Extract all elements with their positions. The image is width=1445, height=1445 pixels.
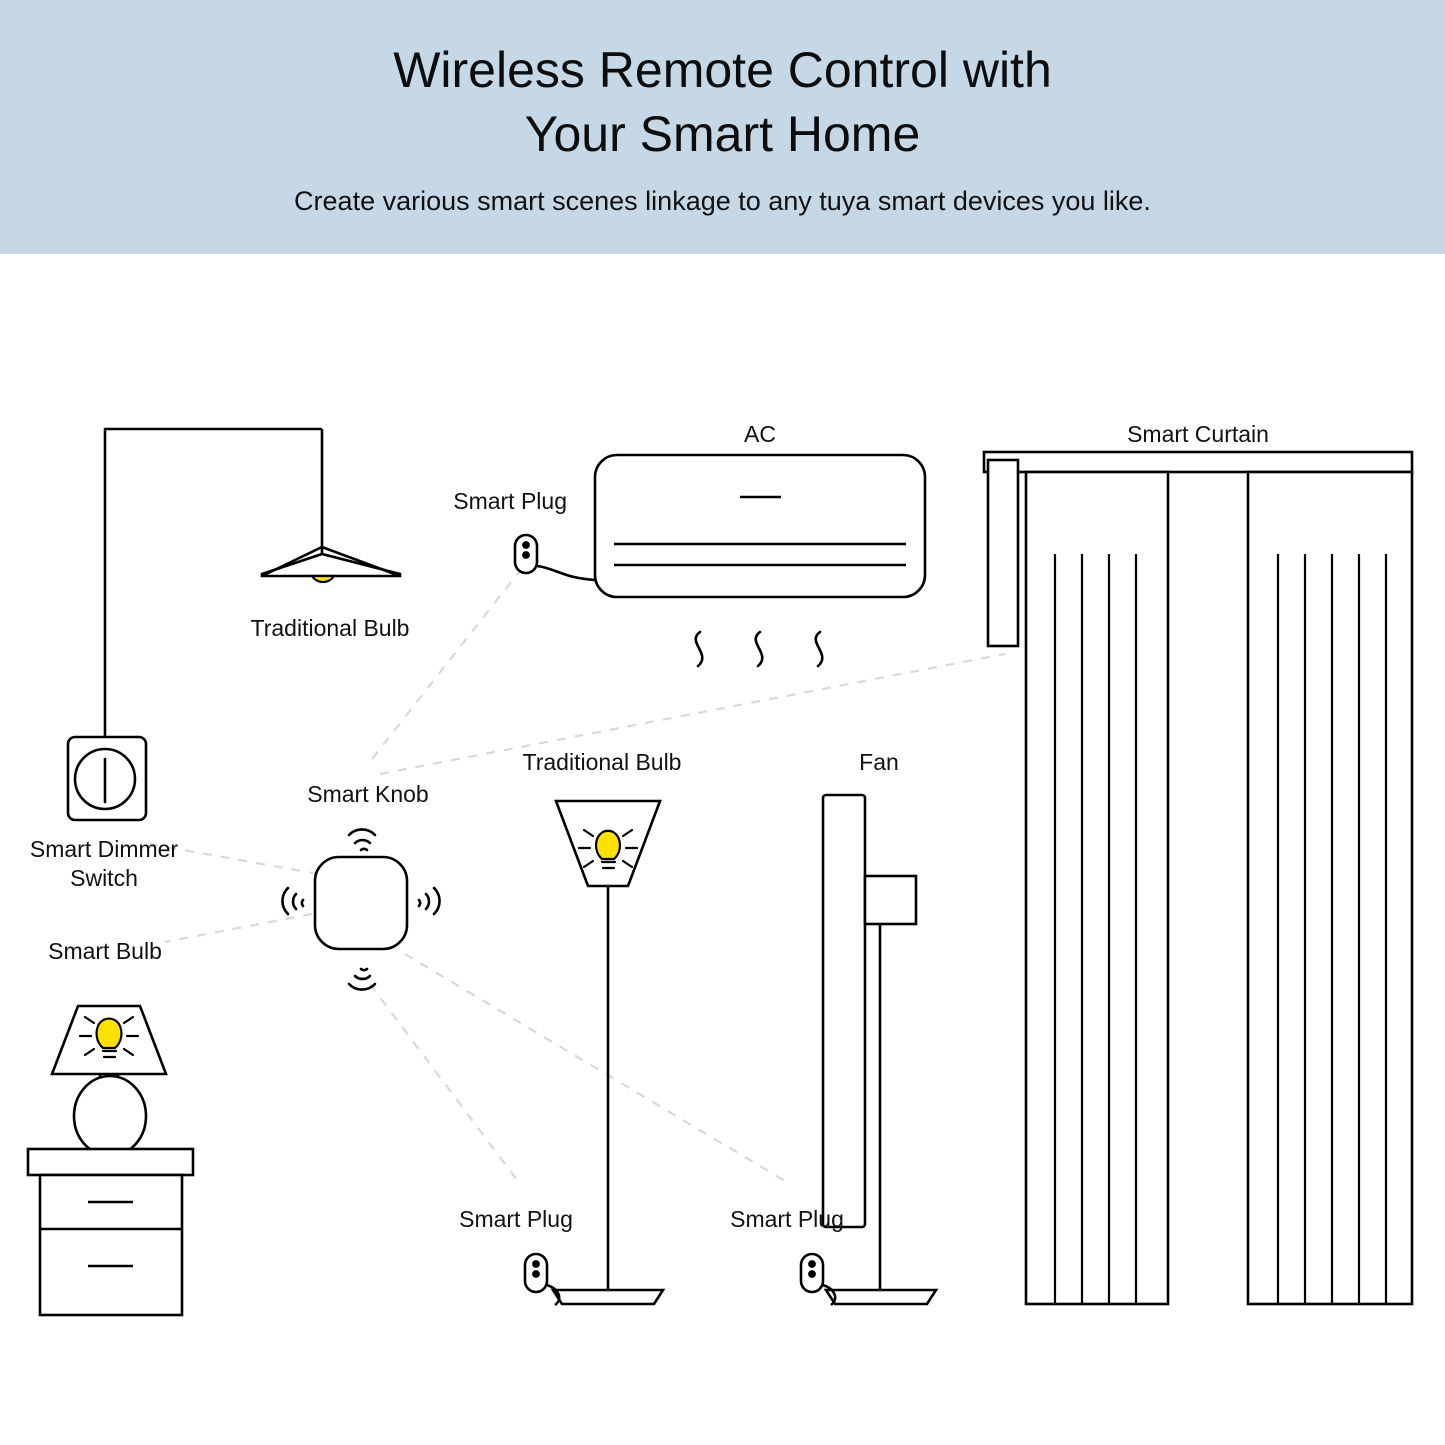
nightstand-top (28, 1149, 193, 1175)
link-knob-to-ac (372, 554, 533, 759)
pendant-bulb (312, 576, 334, 582)
label-smart-plug-ac: Smart Plug (453, 488, 567, 514)
signal-left (282, 888, 303, 914)
plug-pin-ac-1 (523, 542, 528, 547)
fan-base (826, 1290, 936, 1304)
signal-down (349, 969, 375, 990)
ac-body (595, 455, 925, 597)
airflow-3 (816, 632, 823, 666)
page-subtitle: Create various smart scenes linkage to any tuya smart devices you like. (294, 186, 1151, 216)
smart-home-diagram (0, 254, 1445, 1445)
ac-airflow (696, 632, 823, 666)
plug-pin-ac-2 (523, 552, 528, 557)
label-smart-dimmer-switch-line1: Smart Dimmer (29, 836, 179, 862)
curtain-panel-left (1026, 472, 1168, 1304)
plug-cable-ac (537, 566, 595, 580)
label-smart-plug-floorlamp: Smart Plug (459, 1206, 573, 1232)
page-title-line-2: Your Smart Home (524, 106, 921, 162)
nightstand-body (40, 1175, 182, 1315)
label-smart-dimmer-switch-line2: Switch (70, 865, 138, 891)
label-smart-curtain: Smart Curtain (1127, 421, 1269, 447)
link-knob-to-floorlamp-plug (370, 984, 520, 1184)
floor-bulb-glass (596, 831, 620, 859)
label-smart-plug-fan: Smart Plug (730, 1206, 844, 1232)
floor-lamp-base (553, 1290, 663, 1304)
airflow-2 (756, 632, 763, 666)
signal-right (419, 888, 440, 914)
air-conditioner (595, 455, 925, 597)
smart-dimmer-switch (68, 737, 146, 820)
lamp-base (74, 1076, 146, 1156)
label-smart-knob: Smart Knob (307, 781, 429, 807)
pendant-shade-body (262, 547, 400, 576)
traditional-bulb-ceiling (105, 429, 400, 774)
connection-lines (150, 554, 1005, 1184)
page-title (0, 0, 1445, 166)
label-fan: Fan (859, 749, 899, 775)
curtain-rail (984, 452, 1412, 472)
smart-curtain (984, 452, 1412, 1304)
label-smart-bulb: Smart Bulb (48, 938, 162, 964)
curtain-motor (988, 460, 1018, 646)
label-traditional-bulb-ceiling: Traditional Bulb (250, 615, 410, 641)
page-title-line-1: Wireless Remote Control with (393, 42, 1052, 98)
link-knob-to-fan-plug (405, 954, 790, 1184)
label-traditional-bulb-floor: Traditional Bulb (522, 749, 682, 775)
bulb-glass (97, 1019, 122, 1048)
smart-bulb-lamp (28, 1006, 193, 1315)
link-knob-to-smartbulb (165, 914, 312, 942)
link-knob-to-curtain (380, 654, 1005, 774)
label-ac: AC (744, 421, 776, 447)
fan-head (823, 795, 865, 1227)
signal-up (349, 829, 375, 850)
smart-plug-floorlamp (525, 1254, 559, 1305)
fan-motor (865, 876, 916, 924)
header-banner (0, 0, 1445, 254)
smart-knob-body (315, 857, 407, 949)
airflow-1 (696, 632, 703, 666)
smart-plug-ac (515, 535, 595, 580)
curtain-panel-right (1248, 472, 1412, 1304)
